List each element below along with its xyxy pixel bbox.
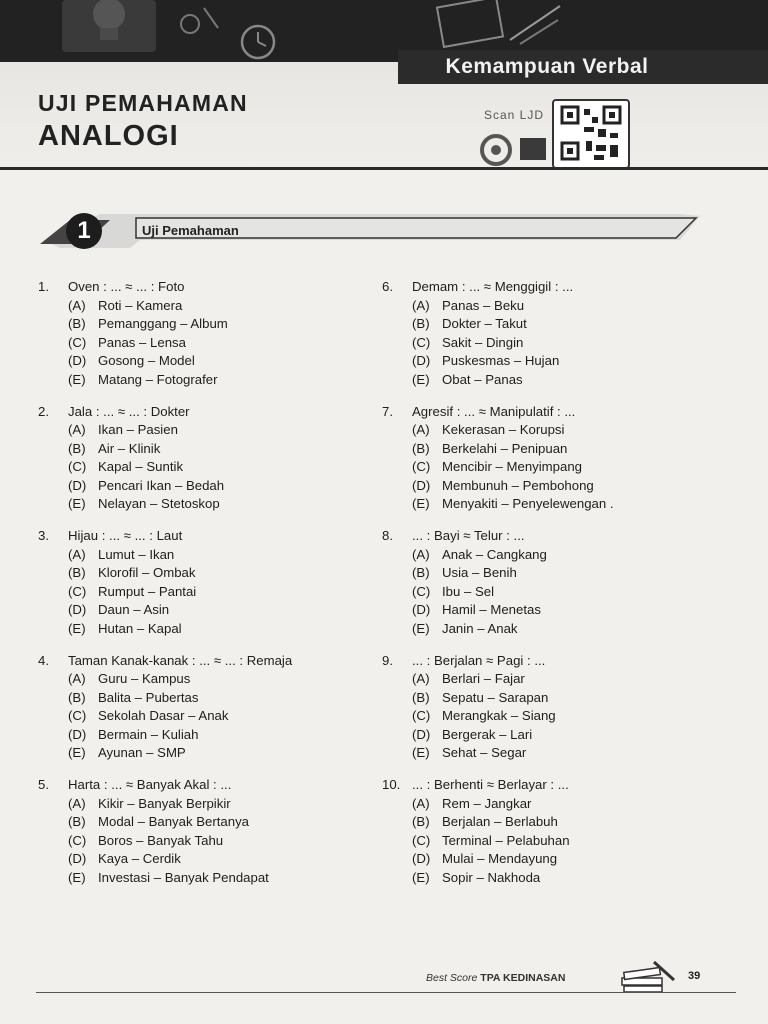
- footer-divider: [36, 992, 736, 993]
- question-stem: Agresif : ... ≈ Manipulatif : ...: [412, 403, 576, 419]
- option-text: Matang – Fotografer: [98, 371, 218, 387]
- answer-option[interactable]: [38, 850, 368, 869]
- option-text: Kekerasan – Korupsi: [442, 422, 565, 437]
- option-text: Dokter – Takut: [442, 316, 527, 332]
- question-stem: ... : Berhenti ≈ Berlayar : ...: [412, 777, 569, 792]
- answer-option[interactable]: [38, 297, 368, 316]
- option-text: Menyakiti – Penyelewengan .: [442, 496, 614, 512]
- option-text: Guru – Kampus: [98, 671, 191, 686]
- answer-option[interactable]: [38, 546, 368, 565]
- option-text: Merangkak – Siang: [442, 708, 556, 724]
- answer-option[interactable]: [38, 707, 368, 726]
- question-number: 8.: [382, 528, 393, 543]
- option-letter: (B): [412, 440, 430, 456]
- question-item: [382, 652, 712, 777]
- category-tab-extension: [688, 50, 768, 84]
- option-letter: (B): [68, 565, 86, 581]
- page-number: 39: [688, 970, 701, 982]
- answer-option[interactable]: [382, 297, 712, 316]
- option-text: Modal – Banyak Bertanya: [98, 814, 250, 830]
- question-stem: ... : Berjalan ≈ Pagi : ...: [412, 652, 546, 668]
- question-number: 3.: [38, 528, 49, 543]
- option-letter: (B): [68, 689, 86, 705]
- option-letter: (C): [68, 583, 87, 599]
- header-divider: [0, 167, 768, 170]
- qr-code-icon[interactable]: [552, 99, 630, 169]
- option-letter: (A): [412, 795, 430, 811]
- question-item: [382, 527, 712, 652]
- option-letter: (C): [68, 459, 87, 475]
- option-letter: (B): [68, 814, 86, 830]
- option-letter: (B): [68, 316, 86, 332]
- answer-option[interactable]: [382, 440, 712, 459]
- answer-option[interactable]: [382, 371, 712, 390]
- option-letter: (B): [412, 689, 430, 705]
- question-number: 10.: [382, 777, 401, 792]
- category-label: Kemampuan Verbal: [398, 50, 688, 84]
- option-text: Lumut – Ikan: [98, 546, 175, 562]
- answer-option[interactable]: [382, 670, 712, 689]
- option-text: Obat – Panas: [442, 371, 523, 387]
- option-letter: (C): [412, 832, 431, 848]
- question-stem: ... : Bayi ≈ Telur : ...: [412, 528, 525, 543]
- page-title-line2: ANALOGI: [38, 120, 179, 152]
- option-letter: (B): [68, 440, 86, 456]
- option-text: Investasi – Banyak Pendapat: [98, 869, 269, 885]
- option-text: Sehat – Segar: [442, 745, 527, 761]
- option-letter: (C): [68, 708, 87, 724]
- question-item: [382, 776, 712, 901]
- option-text: Mencibir – Menyimpang: [442, 459, 582, 475]
- answer-option[interactable]: [382, 583, 712, 602]
- option-text: Sopir – Nakhoda: [442, 869, 541, 885]
- option-letter: (A): [68, 546, 86, 562]
- option-letter: (B): [412, 316, 430, 332]
- option-letter: (A): [412, 671, 430, 686]
- option-text: Kapal – Suntik: [98, 459, 184, 475]
- question-stem: Demam : ... ≈ Menggigil : ...: [412, 279, 574, 294]
- answer-option[interactable]: [38, 440, 368, 459]
- answer-option[interactable]: [382, 869, 712, 888]
- answer-option[interactable]: [382, 726, 712, 745]
- footer-brand-name: TPA KEDINASAN: [480, 972, 566, 984]
- answer-option[interactable]: [382, 334, 712, 353]
- option-letter: (E): [412, 745, 430, 761]
- answer-option[interactable]: [38, 583, 368, 602]
- option-letter: (E): [412, 496, 430, 512]
- option-letter: (D): [412, 851, 431, 867]
- option-letter: (A): [68, 671, 86, 686]
- answer-option[interactable]: [38, 601, 368, 620]
- answer-option[interactable]: [382, 601, 712, 620]
- answer-option[interactable]: [382, 795, 712, 814]
- answer-option[interactable]: [38, 315, 368, 334]
- option-letter: (A): [412, 297, 430, 313]
- option-text: Air – Klinik: [98, 440, 161, 456]
- option-letter: (A): [68, 422, 86, 437]
- answer-option[interactable]: [38, 495, 368, 514]
- question-stem: Jala : ... ≈ ... : Dokter: [68, 403, 190, 419]
- answer-option[interactable]: [38, 334, 368, 353]
- answer-option[interactable]: [38, 477, 368, 496]
- answer-option[interactable]: [38, 421, 368, 440]
- section-title: Uji Pemahaman: [142, 223, 239, 238]
- section-banner: [40, 212, 700, 250]
- option-letter: (C): [412, 708, 431, 724]
- answer-option[interactable]: [382, 707, 712, 726]
- question-item: [38, 652, 368, 777]
- answer-option[interactable]: [38, 813, 368, 832]
- answer-option[interactable]: [38, 371, 368, 390]
- option-text: Ibu – Sel: [442, 583, 495, 599]
- option-text: Klorofil – Ombak: [98, 565, 196, 581]
- option-text: Nelayan – Stetoskop: [98, 496, 220, 512]
- option-text: Gosong – Model: [98, 353, 195, 369]
- option-text: Usia – Benih: [442, 565, 517, 581]
- option-text: Daun – Asin: [98, 602, 170, 618]
- option-text: Kaya – Cerdik: [98, 851, 181, 867]
- option-text: Rumput – Pantai: [98, 583, 197, 599]
- option-letter: (E): [412, 869, 430, 885]
- option-text: Bermain – Kuliah: [98, 726, 199, 742]
- answer-option[interactable]: [382, 315, 712, 334]
- lightbulb-icon: [54, 0, 164, 62]
- gear-icon: [470, 120, 550, 166]
- answer-option[interactable]: [38, 689, 368, 708]
- option-text: Ikan – Pasien: [98, 422, 178, 437]
- option-text: Sepatu – Sarapan: [442, 689, 549, 705]
- answer-option[interactable]: [38, 726, 368, 745]
- answer-option[interactable]: [38, 352, 368, 371]
- option-letter: (A): [412, 422, 430, 437]
- option-text: Rem – Jangkar: [442, 795, 532, 811]
- questions-column-left: [38, 278, 368, 901]
- option-text: Sakit – Dingin: [442, 334, 524, 350]
- answer-option[interactable]: [382, 352, 712, 371]
- answer-option[interactable]: [38, 458, 368, 477]
- question-stem: Harta : ... ≈ Banyak Akal : ...: [68, 777, 232, 792]
- option-text: Berjalan – Berlabuh: [442, 814, 558, 830]
- answer-option[interactable]: [382, 813, 712, 832]
- option-text: Roti – Kamera: [98, 297, 183, 313]
- option-letter: (C): [68, 334, 87, 350]
- option-letter: (B): [412, 565, 430, 581]
- answer-option[interactable]: [382, 495, 712, 514]
- option-letter: (A): [68, 297, 86, 313]
- answer-option[interactable]: [382, 564, 712, 583]
- answer-option[interactable]: [38, 869, 368, 888]
- option-text: Pemanggang – Album: [98, 316, 228, 332]
- option-letter: (A): [68, 795, 86, 811]
- answer-option[interactable]: [38, 795, 368, 814]
- option-letter: (A): [412, 546, 430, 562]
- option-letter: (E): [68, 745, 86, 761]
- option-text: Panas – Beku: [442, 297, 525, 313]
- answer-option[interactable]: [382, 477, 712, 496]
- answer-option[interactable]: [382, 421, 712, 440]
- answer-option[interactable]: [38, 620, 368, 639]
- section-number-badge: 1: [66, 213, 102, 249]
- question-item: [382, 278, 712, 403]
- question-number: 7.: [382, 403, 393, 419]
- question-item: [38, 278, 368, 403]
- clock-icon: [170, 0, 290, 62]
- option-text: Berlari – Fajar: [442, 671, 525, 686]
- option-letter: (E): [412, 620, 430, 636]
- option-text: Hamil – Menetas: [442, 602, 541, 618]
- books-icon: [620, 958, 676, 996]
- answer-option[interactable]: [382, 689, 712, 708]
- scan-label: Scan LJD: [484, 108, 545, 122]
- option-letter: (C): [412, 583, 431, 599]
- option-text: Puskesmas – Hujan: [442, 353, 560, 369]
- option-letter: (D): [412, 477, 431, 493]
- footer-brand: [426, 972, 565, 984]
- option-letter: (E): [68, 620, 86, 636]
- question-item: [382, 403, 712, 528]
- option-text: Hutan – Kapal: [98, 620, 182, 636]
- question-item: [38, 527, 368, 652]
- option-letter: (D): [68, 477, 87, 493]
- question-number: 2.: [38, 403, 49, 419]
- option-text: Janin – Anak: [442, 620, 518, 636]
- answer-option[interactable]: [38, 744, 368, 763]
- option-text: Anak – Cangkang: [442, 546, 547, 562]
- option-text: Boros – Banyak Tahu: [98, 832, 224, 848]
- question-item: [38, 776, 368, 901]
- option-text: Kikir – Banyak Berpikir: [98, 795, 231, 811]
- answer-option[interactable]: [38, 832, 368, 851]
- option-text: Berkelahi – Penipuan: [442, 440, 568, 456]
- option-letter: (C): [412, 334, 431, 350]
- option-letter: (D): [412, 726, 431, 742]
- option-letter: (D): [68, 851, 87, 867]
- option-letter: (D): [412, 353, 431, 369]
- option-text: Sekolah Dasar – Anak: [98, 708, 229, 724]
- option-text: Bergerak – Lari: [442, 726, 533, 742]
- answer-option[interactable]: [38, 564, 368, 583]
- option-text: Membunuh – Pembohong: [442, 477, 594, 493]
- option-text: Terminal – Pelabuhan: [442, 832, 570, 848]
- answer-option[interactable]: [382, 850, 712, 869]
- option-letter: (D): [412, 602, 431, 618]
- option-letter: (D): [68, 353, 87, 369]
- option-text: Balita – Pubertas: [98, 689, 199, 705]
- option-letter: (B): [412, 814, 430, 830]
- option-letter: (D): [68, 726, 87, 742]
- answer-option[interactable]: [38, 670, 368, 689]
- answer-option[interactable]: [382, 546, 712, 565]
- option-letter: (C): [412, 459, 431, 475]
- questions-column-right: [382, 278, 712, 901]
- question-item: [38, 403, 368, 528]
- question-number: 1.: [38, 279, 49, 294]
- option-letter: (D): [68, 602, 87, 618]
- option-letter: (E): [68, 869, 86, 885]
- question-stem: Hijau : ... ≈ ... : Laut: [68, 528, 183, 543]
- option-letter: (E): [412, 371, 430, 387]
- option-text: Ayunan – SMP: [98, 745, 186, 761]
- question-number: 6.: [382, 279, 393, 294]
- footer-brand-prefix: Best Score: [426, 972, 478, 984]
- question-stem: Taman Kanak-kanak : ... ≈ ... : Remaja: [68, 652, 293, 668]
- answer-option[interactable]: [382, 458, 712, 477]
- option-letter: (E): [68, 496, 86, 512]
- option-text: Mulai – Mendayung: [442, 851, 558, 867]
- option-text: Pencari Ikan – Bedah: [98, 477, 225, 493]
- question-stem: Oven : ... ≈ ... : Foto: [68, 279, 185, 294]
- answer-option[interactable]: [382, 832, 712, 851]
- answer-option[interactable]: [382, 744, 712, 763]
- answer-option[interactable]: [382, 620, 712, 639]
- option-letter: (E): [68, 371, 86, 387]
- question-number: 4.: [38, 652, 49, 668]
- question-number: 5.: [38, 777, 49, 792]
- page-title-line1: UJI PEMAHAMAN: [38, 90, 248, 116]
- option-letter: (C): [68, 832, 87, 848]
- option-text: Panas – Lensa: [98, 334, 186, 350]
- question-number: 9.: [382, 652, 393, 668]
